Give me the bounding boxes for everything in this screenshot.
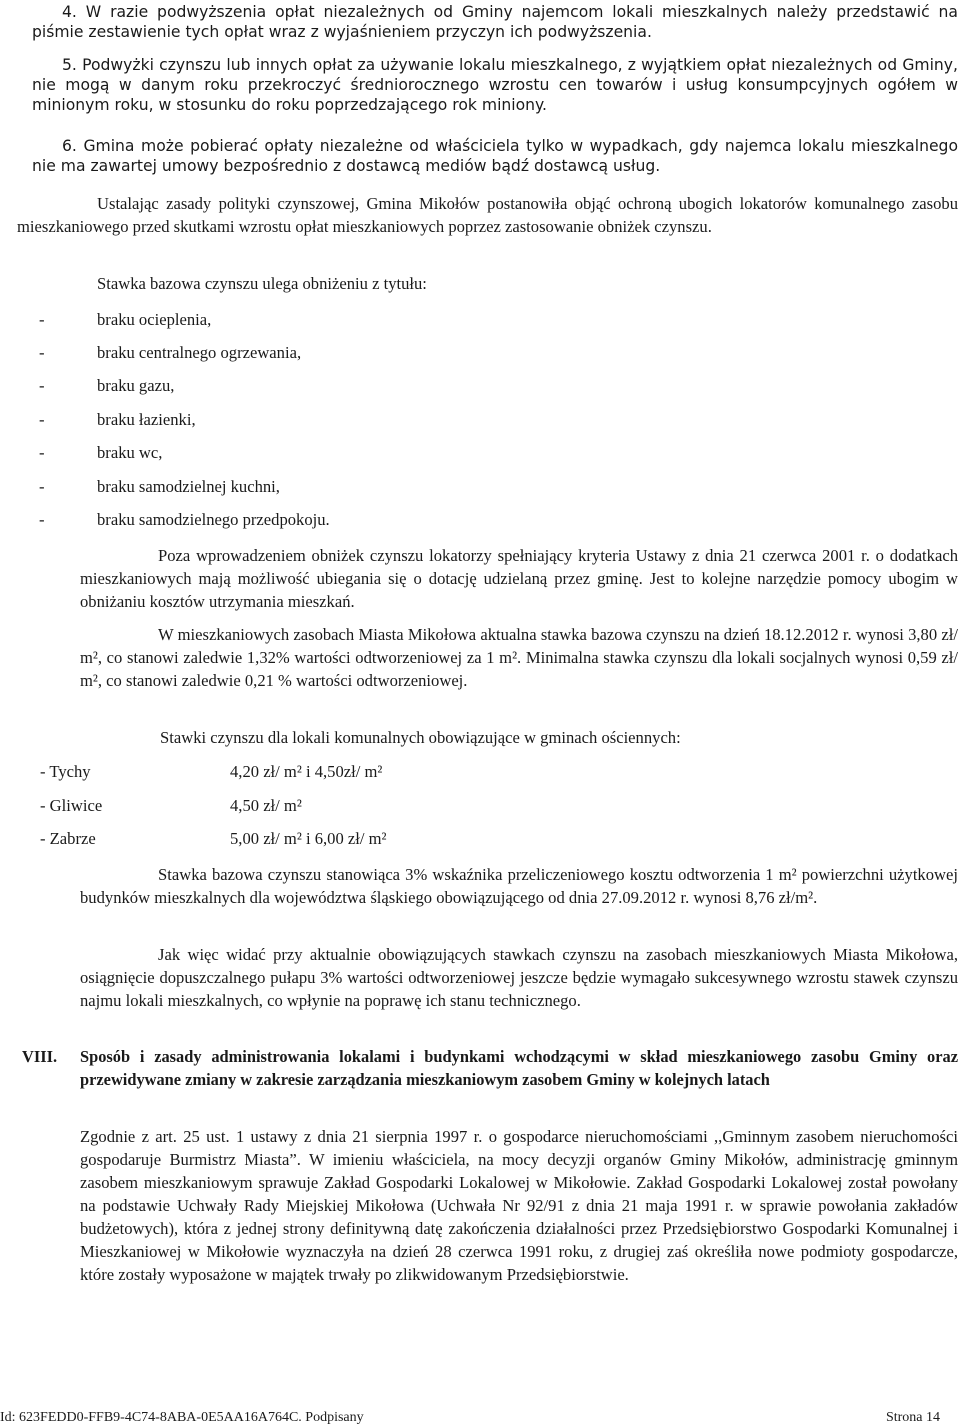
list-item-6 [32, 136, 958, 176]
allowance-paragraph: Poza wprowadzeniem obniżek czynszu lokatorzy spełniający kryteria Ustawy z dnia 21 czerwca 2001 r. o dodatkach mieszkaniowych mają możliwość ubiegania się o dotację udzielaną przez gminę. Jest to kolejne narzędzie pomocy ubogim w obniżaniu kosztów utrzymania mieszkań. [80, 546, 958, 611]
section-heading [22, 1045, 958, 1091]
item-number: 5. [62, 56, 77, 74]
section-body: Zgodnie z art. 25 ust. 1 ustawy z dnia 21 sierpnia 1997 r. o gospodarce nieruchomościami ,,Gminnym zasobem nieruchomości gospodaruje Burmistrz Miasta”. W imieniu właściciela, na mocy decyzji organów Gminy Mikołów, administrację gminnym zasobem mieszkaniowym sprawuje Zakład Gospodarki Lokalowej w Mikołowie. Zakład Gospodarki Lokalowej został powołany na podstawie Uchwały Rady Miejskiej Mikołowa (Uchwała Nr 92/91 z dnia 21 maja 1991 r. w sprawie powołania zakładów budżetowych), która z jednej strony definitywną datę zakończenia działalności przez Przedsiębiorstwo Gospodarki Komunalnej i Mieszkaniowej w Mikołowie wyznaczyła na dzień 28 czerwca 1991 roku, z drugiej zaś określiła nowe podmioty gospodarcze, które zostały wyposażone w majątek trwały po zlikwidowanym Przedsiębiorstwie. [80, 1127, 958, 1284]
reduction-intro: Stawka bazowa czynszu ulega obniżeniu z tytułu: [97, 274, 427, 293]
item-text: W razie podwyższenia opłat niezależnych od Gminy najemcom lokali mieszkalnych należy przedstawić na piśmie zestawienie tych opłat wraz z wyjaśnieniem przyczyn ich podwyższenia. [32, 3, 958, 41]
base-rate-paragraph: W mieszkaniowych zasobach Miasta Mikołowa aktualna stawka bazowa czynszu na dzień 18.12.2012 r. wynosi 3,80 zł/ m², co stanowi zaledwie 1,32% wartości odtworzeniowej za 1 m². Minimalna stawka czynszu dla lokali socjalnych wynosi 0,59 zł/ m², co stanowi zaledwie 0,21 % wartości odtworzeniowej. [80, 625, 958, 690]
page-number: Strona 14 [885, 1410, 940, 1425]
conclusion-paragraph: Jak więc widać przy aktualnie obowiązujących stawkach czynszu na zasobach mieszkaniowych Miasta Mikołowa, osiągnięcie dopuszczalnego pułapu 3% wartości odtworzeniowej jeszcze będzie wymagało sukcesywnego wzrostu stawek czynszu najmu lokali mieszkalnych, co wpłynie na poprawę ich stanu technicznego. [80, 945, 958, 1010]
city-rate: 4,20 zł/ m² i 4,50zł/ m² [230, 762, 383, 781]
city-name: - Tychy [40, 762, 91, 781]
item-text: Podwyżki czynszu lub innych opłat za używanie lokalu mieszkalnego, z wyjątkiem opłat niezależnych od Gminy, nie mogą w danym roku przekroczyć średniorocznego wzrostu cen towarów i usług konsumpcyjnych ogółem w minionym roku, w stosunku do roku poprzedzającego rok miniony. [32, 56, 958, 114]
policy-paragraph: Ustalając zasady polityki czynszowej, Gmina Mikołów postanowiła objąć ochroną ubogich lokatorów komunalnego zasobu mieszkaniowego przed skutkami wzrostu opłat mieszkaniowych poprzez zastosowanie obniżek czynszu. [17, 194, 958, 236]
document-id-footer: Id: 623FEDD0-FFB9-4C74-8ABA-0E5AA16A764C. Podpisany [0, 1410, 364, 1425]
city-name: - Zabrze [40, 829, 96, 848]
city-rate: 5,00 zł/ m² i 6,00 zł/ m² [230, 829, 387, 848]
city-rate: 4,50 zł/ m² [230, 796, 302, 815]
item-number: 6. [62, 137, 77, 155]
section-number: VIII. [22, 1047, 58, 1066]
section-title: Sposób i zasady administrowania lokalami i budynkami wchodzącymi w skład mieszkaniowego zasobu Gminy oraz przewidywane zmiany w zakresie zarządzania mieszkaniowym zasobem Gminy w kolejnych latach [80, 1047, 958, 1089]
indicator-paragraph: Stawka bazowa czynszu stanowiąca 3% wskaźnika przeliczeniowego kosztu odtworzenia 1 m² powierzchni użytkowej budynków mieszkalnych dla województwa śląskiego obowiązującego od dnia 27.09.2012 r. wynosi 8,76 zł/m². [80, 865, 958, 907]
city-name: - Gliwice [40, 796, 103, 815]
item-number: 4. [62, 3, 77, 21]
list-item-5 [32, 55, 958, 115]
list-item-4 [32, 2, 958, 42]
item-text: Gmina może pobierać opłaty niezależne od właściciela tylko w wypadkach, gdy najemca lokalu mieszkalnego nie ma zawartej umowy bezpośrednio z dostawcą mediów bądź dostawcą usług. [32, 137, 958, 175]
neighbor-rates-intro: Stawki czynszu dla lokali komunalnych obowiązujące w gminach ościennych: [160, 728, 681, 747]
